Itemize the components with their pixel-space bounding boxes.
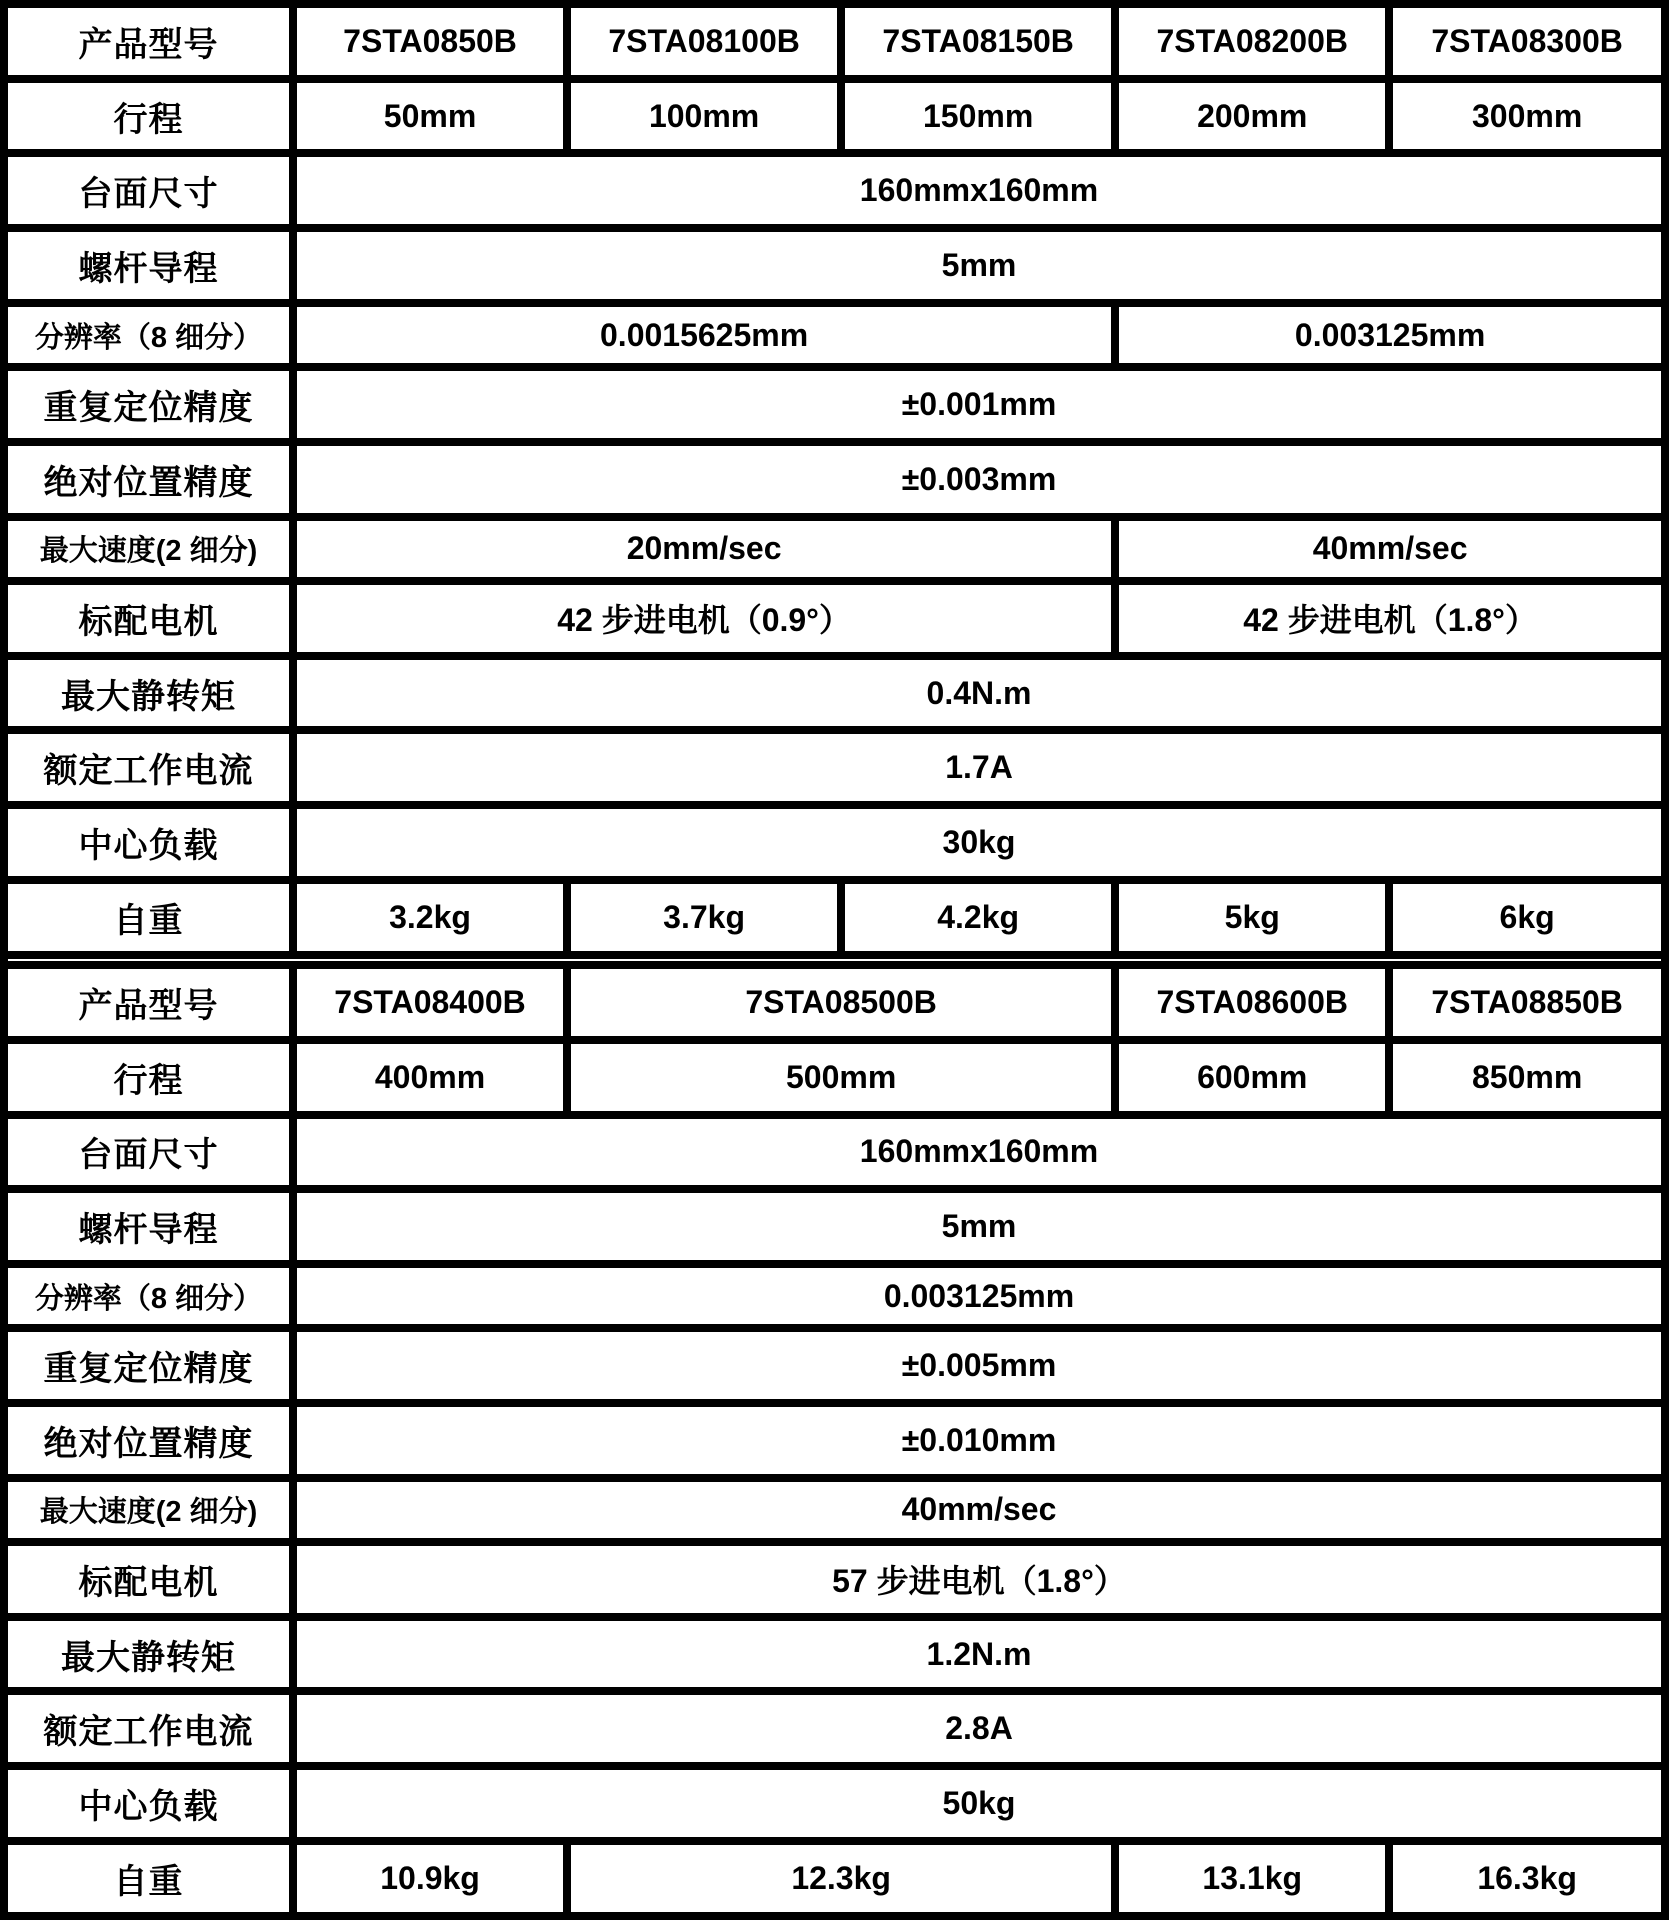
t2-row-model — [4, 965, 1665, 1040]
t1-weight-cell-3: 4.2kg — [841, 880, 1115, 955]
t2-standard-motor-value: 57 步进电机（1.8°） — [293, 1542, 1665, 1617]
t1-model-cell-5: 7STA08300B — [1389, 4, 1665, 79]
t2-model-cell-2: 7STA08500B — [567, 965, 1115, 1040]
t2-stroke-label: 行程 — [4, 1040, 293, 1115]
t1-stroke-cell-5: 300mm — [1389, 79, 1665, 154]
t2-center-load-label: 中心负载 — [4, 1766, 293, 1841]
t1-standard-motor-label: 标配电机 — [4, 581, 293, 656]
t2-model-label: 产品型号 — [4, 965, 293, 1040]
t2-row-weight — [4, 1841, 1665, 1916]
t2-standard-motor-label: 标配电机 — [4, 1542, 293, 1617]
t1-absolute-accuracy-value: ±0.003mm — [293, 442, 1665, 517]
t2-weight-label: 自重 — [4, 1841, 293, 1916]
t1-max-speed-right: 40mm/sec — [1115, 517, 1665, 581]
t1-standard-motor-right: 42 步进电机（1.8°） — [1115, 581, 1665, 656]
t1-table-size-label: 台面尺寸 — [4, 153, 293, 228]
t2-max-speed-label: 最大速度(2 细分) — [4, 1478, 293, 1542]
t2-model-cell-4: 7STA08850B — [1389, 965, 1665, 1040]
t2-row-rated-current — [4, 1691, 1665, 1766]
t1-screw-lead-label: 螺杆导程 — [4, 228, 293, 303]
t2-screw-lead-value: 5mm — [293, 1189, 1665, 1264]
t2-rated-current-label: 额定工作电流 — [4, 1691, 293, 1766]
t2-stroke-cell-1: 400mm — [293, 1040, 567, 1115]
t1-weight-label: 自重 — [4, 880, 293, 955]
t1-row-rated-current — [4, 730, 1665, 805]
t2-model-cell-3: 7STA08600B — [1115, 965, 1389, 1040]
t1-row-model — [4, 4, 1665, 79]
t2-stroke-cell-3: 600mm — [1115, 1040, 1389, 1115]
t1-model-cell-2: 7STA08100B — [567, 4, 841, 79]
t1-rated-current-label: 额定工作电流 — [4, 730, 293, 805]
t2-row-table-size — [4, 1115, 1665, 1190]
t1-repeatability-value: ±0.001mm — [293, 367, 1665, 442]
t1-row-resolution — [4, 303, 1665, 367]
t1-resolution-left: 0.0015625mm — [293, 303, 1115, 367]
t1-stroke-cell-3: 150mm — [841, 79, 1115, 154]
t1-model-label: 产品型号 — [4, 4, 293, 79]
t2-stroke-cell-2: 500mm — [567, 1040, 1115, 1115]
t2-row-standard-motor — [4, 1542, 1665, 1617]
table-gap-cell — [4, 955, 1665, 965]
t1-repeatability-label: 重复定位精度 — [4, 367, 293, 442]
t1-row-table-size — [4, 153, 1665, 228]
t2-weight-cell-1: 10.9kg — [293, 1841, 567, 1916]
t1-center-load-label: 中心负载 — [4, 805, 293, 880]
t2-repeatability-value: ±0.005mm — [293, 1328, 1665, 1403]
t1-max-static-torque-label: 最大静转矩 — [4, 656, 293, 731]
t2-row-max-static-torque — [4, 1617, 1665, 1692]
t1-max-speed-left: 20mm/sec — [293, 517, 1115, 581]
t2-stroke-cell-4: 850mm — [1389, 1040, 1665, 1115]
t1-row-center-load — [4, 805, 1665, 880]
t1-weight-cell-4: 5kg — [1115, 880, 1389, 955]
t2-row-stroke — [4, 1040, 1665, 1115]
t1-row-repeatability — [4, 367, 1665, 442]
t2-weight-cell-2: 12.3kg — [567, 1841, 1115, 1916]
t2-weight-cell-3: 13.1kg — [1115, 1841, 1389, 1916]
t1-standard-motor-left: 42 步进电机（0.9°） — [293, 581, 1115, 656]
t2-row-absolute-accuracy — [4, 1403, 1665, 1478]
t1-screw-lead-value: 5mm — [293, 228, 1665, 303]
t2-row-max-speed — [4, 1478, 1665, 1542]
t1-max-static-torque-value: 0.4N.m — [293, 656, 1665, 731]
t2-rated-current-value: 2.8A — [293, 1691, 1665, 1766]
t2-weight-cell-4: 16.3kg — [1389, 1841, 1665, 1916]
t1-model-cell-1: 7STA0850B — [293, 4, 567, 79]
t2-resolution-value: 0.003125mm — [293, 1264, 1665, 1328]
t2-table-size-label: 台面尺寸 — [4, 1115, 293, 1190]
t2-model-cell-1: 7STA08400B — [293, 965, 567, 1040]
t1-center-load-value: 30kg — [293, 805, 1665, 880]
t1-row-max-static-torque — [4, 656, 1665, 731]
t1-row-max-speed — [4, 517, 1665, 581]
t2-max-static-torque-label: 最大静转矩 — [4, 1617, 293, 1692]
t1-row-standard-motor — [4, 581, 1665, 656]
t1-row-screw-lead — [4, 228, 1665, 303]
t1-stroke-cell-1: 50mm — [293, 79, 567, 154]
t2-absolute-accuracy-label: 绝对位置精度 — [4, 1403, 293, 1478]
t2-max-speed-value: 40mm/sec — [293, 1478, 1665, 1542]
t1-stroke-label: 行程 — [4, 79, 293, 154]
t2-absolute-accuracy-value: ±0.010mm — [293, 1403, 1665, 1478]
t1-row-weight — [4, 880, 1665, 955]
t2-screw-lead-label: 螺杆导程 — [4, 1189, 293, 1264]
t2-resolution-label: 分辨率（8 细分） — [4, 1264, 293, 1328]
t2-row-center-load — [4, 1766, 1665, 1841]
t1-stroke-cell-4: 200mm — [1115, 79, 1389, 154]
t2-center-load-value: 50kg — [293, 1766, 1665, 1841]
t2-row-screw-lead — [4, 1189, 1665, 1264]
t1-model-cell-4: 7STA08200B — [1115, 4, 1389, 79]
t1-resolution-right: 0.003125mm — [1115, 303, 1665, 367]
t1-stroke-cell-2: 100mm — [567, 79, 841, 154]
t1-model-cell-3: 7STA08150B — [841, 4, 1115, 79]
table-gap-row — [4, 955, 1665, 965]
t2-row-repeatability — [4, 1328, 1665, 1403]
t2-row-resolution — [4, 1264, 1665, 1328]
t1-absolute-accuracy-label: 绝对位置精度 — [4, 442, 293, 517]
t2-max-static-torque-value: 1.2N.m — [293, 1617, 1665, 1692]
t2-table-size-value: 160mmx160mm — [293, 1115, 1665, 1190]
t1-row-absolute-accuracy — [4, 442, 1665, 517]
t1-row-stroke — [4, 79, 1665, 154]
t1-weight-cell-5: 6kg — [1389, 880, 1665, 955]
t1-table-size-value: 160mmx160mm — [293, 153, 1665, 228]
t1-weight-cell-1: 3.2kg — [293, 880, 567, 955]
t1-max-speed-label: 最大速度(2 细分) — [4, 517, 293, 581]
t2-repeatability-label: 重复定位精度 — [4, 1328, 293, 1403]
t1-rated-current-value: 1.7A — [293, 730, 1665, 805]
t1-weight-cell-2: 3.7kg — [567, 880, 841, 955]
t1-resolution-label: 分辨率（8 细分） — [4, 303, 293, 367]
